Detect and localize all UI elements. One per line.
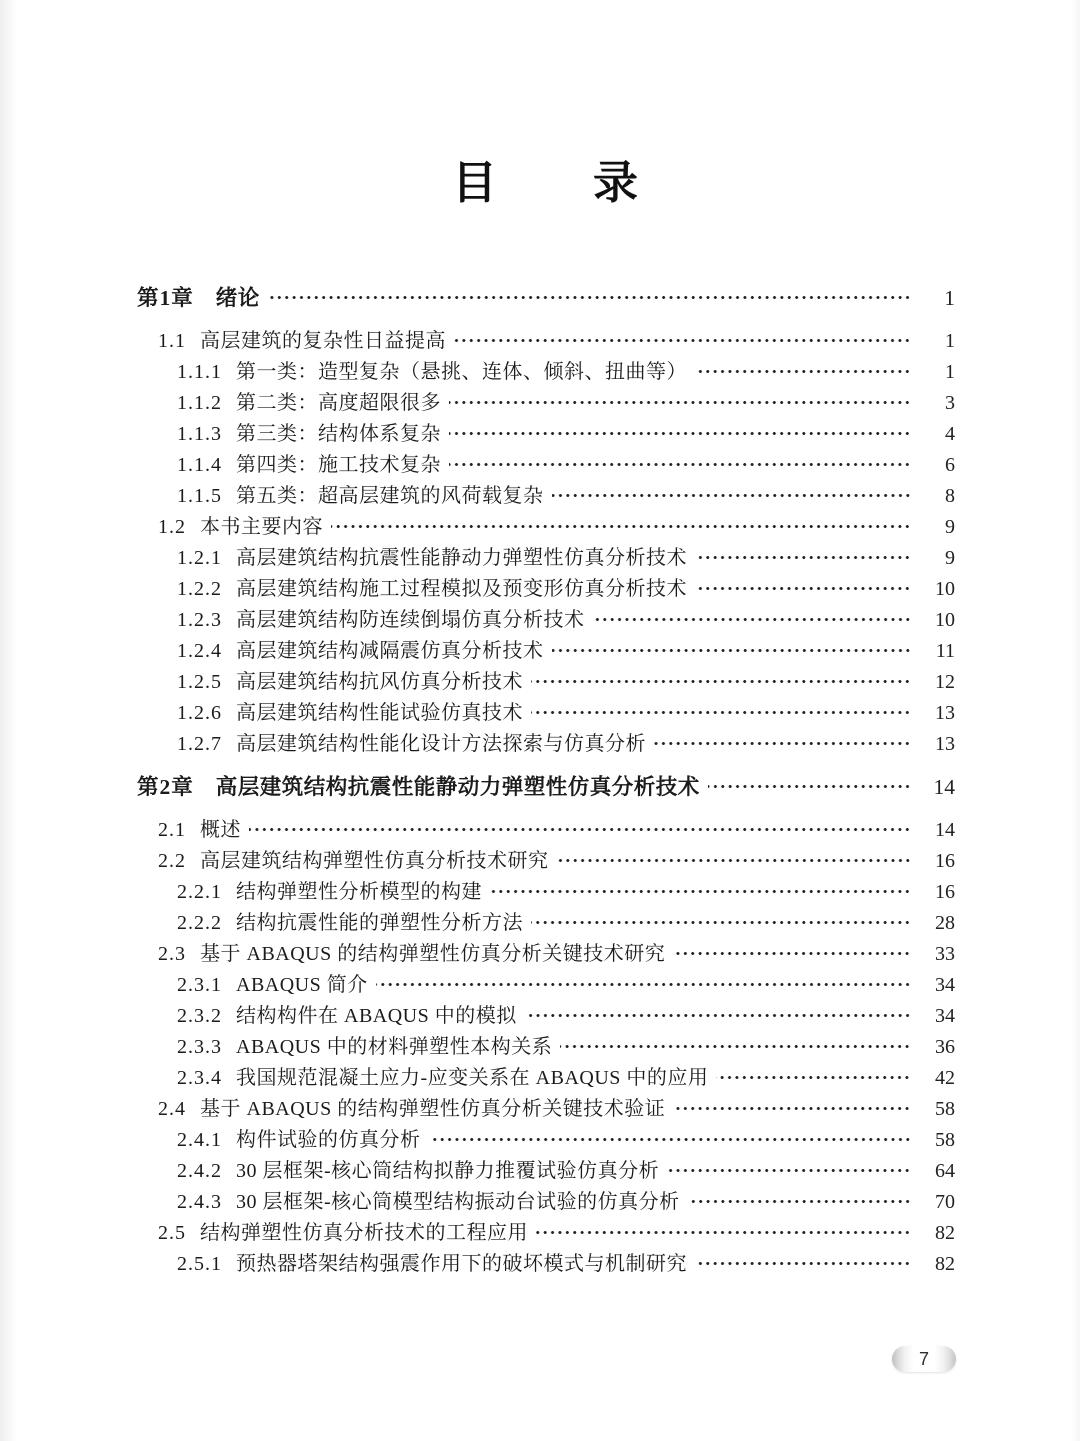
entry-title: 构件试验的仿真分析 — [236, 1129, 421, 1151]
entry-title: 高层建筑结构防连续倒塌仿真分析技术 — [236, 609, 585, 631]
entry-page-number: 28 — [935, 912, 955, 934]
entry-number: 1.1.1 — [177, 361, 222, 383]
dotted-leader — [525, 1001, 911, 1032]
toc-entry — [137, 481, 955, 512]
entry-title: 30 层框架-核心筒模型结构振动台试验的仿真分析 — [236, 1191, 680, 1213]
toc-entry — [137, 357, 955, 388]
dotted-leader — [560, 1032, 911, 1063]
entry-title: 预热器塔架结构强震作用下的破坏模式与机制研究 — [236, 1253, 687, 1275]
toc-entry — [137, 636, 955, 667]
toc-entry — [137, 512, 955, 543]
toc-entry — [137, 771, 955, 804]
dotted-leader — [688, 1187, 911, 1218]
toc-entry — [137, 326, 955, 357]
entry-title: 结构抗震性能的弹塑性分析方法 — [236, 912, 523, 934]
dotted-leader — [673, 939, 911, 970]
toc-entry — [137, 729, 955, 760]
toc-entry — [137, 1063, 955, 1094]
entry-page-number: 16 — [935, 881, 955, 903]
entry-title: 高层建筑结构抗震性能静动力弹塑性仿真分析技术 — [236, 547, 687, 569]
entry-page-number: 34 — [935, 1005, 955, 1027]
entry-page-number: 1 — [945, 330, 955, 352]
entry-number: 2.2 — [158, 850, 186, 872]
entry-number: 2.4.1 — [177, 1129, 222, 1151]
dotted-leader — [593, 605, 912, 636]
toc-entry — [137, 1156, 955, 1187]
toc-entry — [137, 1094, 955, 1125]
entry-title: 我国规范混凝土应力-应变关系在 ABAQUS 中的应用 — [236, 1067, 709, 1089]
entry-title: 第一类：造型复杂（悬挑、连体、倾斜、扭曲等） — [236, 361, 687, 383]
entry-title: 高层建筑结构性能化设计方法探索与仿真分析 — [236, 733, 646, 755]
dotted-leader — [695, 574, 911, 605]
entry-number: 第2章 — [137, 775, 194, 799]
entry-number: 2.1 — [158, 819, 186, 841]
dotted-leader — [557, 846, 912, 877]
dotted-leader — [531, 908, 911, 939]
dotted-leader — [429, 1125, 912, 1156]
entry-number: 1.1.3 — [177, 423, 222, 445]
entry-title: 高层建筑结构施工过程模拟及预变形仿真分析技术 — [236, 578, 687, 600]
entry-title: 第五类：超高层建筑的风荷载复杂 — [236, 485, 544, 507]
entry-page-number: 64 — [935, 1160, 955, 1182]
toc-entry — [137, 1001, 955, 1032]
entry-title: 基于 ABAQUS 的结构弹塑性仿真分析关键技术研究 — [200, 943, 666, 965]
entry-page-number: 33 — [935, 943, 955, 965]
toc-page — [137, 0, 955, 1280]
entry-title: 本书主要内容 — [200, 516, 323, 538]
entry-page-number: 13 — [935, 702, 955, 724]
entry-title: 第二类：高度超限很多 — [236, 392, 441, 414]
dotted-leader — [531, 667, 911, 698]
toc-entry — [137, 388, 955, 419]
dotted-leader — [531, 698, 911, 729]
toc-entry — [137, 1218, 955, 1249]
toc-entry — [137, 1125, 955, 1156]
entry-number: 1.2.1 — [177, 547, 222, 569]
toc-entry — [137, 667, 955, 698]
toc-list — [137, 282, 955, 1280]
entry-number: 2.3.3 — [177, 1036, 222, 1058]
entry-title: ABAQUS 简介 — [236, 974, 368, 996]
footer-page-number: 7 — [918, 1349, 929, 1369]
toc-entry — [137, 908, 955, 939]
footer-page-pill — [892, 1346, 956, 1372]
toc-entry — [137, 450, 955, 481]
dotted-leader — [654, 729, 911, 760]
dotted-leader — [695, 543, 911, 574]
dotted-leader — [454, 326, 911, 357]
dotted-leader — [536, 1218, 911, 1249]
toc-entry — [137, 939, 955, 970]
entry-page-number: 9 — [945, 547, 955, 569]
dotted-leader — [667, 1156, 911, 1187]
entry-title: 高层建筑结构减隔震仿真分析技术 — [236, 640, 544, 662]
entry-number: 1.2 — [158, 516, 186, 538]
entry-page-number: 11 — [935, 640, 955, 662]
entry-page-number: 58 — [935, 1098, 955, 1120]
dotted-leader — [449, 419, 911, 450]
entry-number: 1.2.6 — [177, 702, 222, 724]
dotted-leader — [552, 481, 912, 512]
entry-page-number: 8 — [945, 485, 955, 507]
toc-entry — [137, 419, 955, 450]
entry-title: 高层建筑结构抗风仿真分析技术 — [236, 671, 523, 693]
entry-number: 2.3 — [158, 943, 186, 965]
entry-page-number: 82 — [935, 1253, 955, 1275]
entry-number: 第1章 — [137, 286, 194, 310]
toc-entry — [137, 1187, 955, 1218]
dotted-leader — [673, 1094, 911, 1125]
entry-page-number: 58 — [935, 1129, 955, 1151]
entry-title: 结构弹塑性仿真分析技术的工程应用 — [200, 1222, 528, 1244]
entry-page-number: 13 — [935, 733, 955, 755]
toc-entry — [137, 605, 955, 636]
entry-title: 基于 ABAQUS 的结构弹塑性仿真分析关键技术验证 — [200, 1098, 666, 1120]
toc-entry — [137, 1249, 955, 1280]
entry-number: 2.2.2 — [177, 912, 222, 934]
dotted-leader — [708, 771, 911, 804]
entry-title: 30 层框架-核心筒结构拟静力推覆试验仿真分析 — [236, 1160, 660, 1182]
toc-entry — [137, 282, 955, 315]
entry-number: 1.1 — [158, 330, 186, 352]
dotted-leader — [490, 877, 911, 908]
entry-number: 1.1.2 — [177, 392, 222, 414]
toc-entry — [137, 846, 955, 877]
dotted-leader — [449, 388, 911, 419]
entry-number: 2.4 — [158, 1098, 186, 1120]
toc-entry — [137, 543, 955, 574]
entry-page-number: 1 — [945, 361, 955, 383]
entry-number: 1.2.7 — [177, 733, 222, 755]
entry-page-number: 16 — [935, 850, 955, 872]
entry-page-number: 82 — [935, 1222, 955, 1244]
toc-entry — [137, 574, 955, 605]
entry-number: 2.3.2 — [177, 1005, 222, 1027]
entry-number: 2.5 — [158, 1222, 186, 1244]
toc-entry — [137, 1032, 955, 1063]
entry-page-number: 10 — [935, 578, 955, 600]
dotted-leader — [552, 636, 912, 667]
entry-title: 高层建筑结构抗震性能静动力弹塑性仿真分析技术 — [215, 775, 700, 799]
entry-title: 结构构件在 ABAQUS 中的模拟 — [236, 1005, 517, 1027]
entry-number: 2.4.3 — [177, 1191, 222, 1213]
entry-page-number: 1 — [944, 286, 955, 310]
entry-number: 2.4.2 — [177, 1160, 222, 1182]
dotted-leader — [331, 512, 911, 543]
entry-page-number: 4 — [945, 423, 955, 445]
entry-number: 1.1.5 — [177, 485, 222, 507]
page-title: 目 录 — [451, 158, 640, 208]
entry-number: 2.3.1 — [177, 974, 222, 996]
entry-page-number: 34 — [935, 974, 955, 996]
entry-number: 1.2.2 — [177, 578, 222, 600]
entry-page-number: 14 — [935, 819, 955, 841]
entry-number: 2.5.1 — [177, 1253, 222, 1275]
dotted-leader — [449, 450, 911, 481]
dotted-leader — [268, 282, 911, 315]
entry-number: 1.1.4 — [177, 454, 222, 476]
toc-entry — [137, 698, 955, 729]
entry-title: 绪论 — [215, 286, 260, 310]
entry-title: 高层建筑结构弹塑性仿真分析技术研究 — [200, 850, 549, 872]
entry-number: 1.2.5 — [177, 671, 222, 693]
entry-number: 1.2.4 — [177, 640, 222, 662]
toc-entry — [137, 815, 955, 846]
entry-title: 概述 — [200, 819, 241, 841]
entry-title: 第三类：结构体系复杂 — [236, 423, 441, 445]
dotted-leader — [695, 1249, 911, 1280]
entry-title: 第四类：施工技术复杂 — [236, 454, 441, 476]
entry-page-number: 6 — [945, 454, 955, 476]
entry-title: 高层建筑的复杂性日益提高 — [200, 330, 446, 352]
dotted-leader — [249, 815, 911, 846]
entry-page-number: 3 — [945, 392, 955, 414]
entry-page-number: 10 — [935, 609, 955, 631]
entry-title: 结构弹塑性分析模型的构建 — [236, 881, 482, 903]
toc-entry — [137, 970, 955, 1001]
dotted-leader — [716, 1063, 911, 1094]
entry-title: 高层建筑结构性能试验仿真技术 — [236, 702, 523, 724]
entry-page-number: 14 — [933, 775, 955, 799]
entry-number: 2.3.4 — [177, 1067, 222, 1089]
dotted-leader — [376, 970, 911, 1001]
toc-entry — [137, 877, 955, 908]
entry-number: 2.2.1 — [177, 881, 222, 903]
entry-page-number: 12 — [935, 671, 955, 693]
entry-page-number: 42 — [935, 1067, 955, 1089]
entry-number: 1.2.3 — [177, 609, 222, 631]
dotted-leader — [695, 357, 911, 388]
entry-title: ABAQUS 中的材料弹塑性本构关系 — [236, 1036, 553, 1058]
entry-page-number: 70 — [935, 1191, 955, 1213]
entry-page-number: 9 — [945, 516, 955, 538]
entry-page-number: 36 — [935, 1036, 955, 1058]
